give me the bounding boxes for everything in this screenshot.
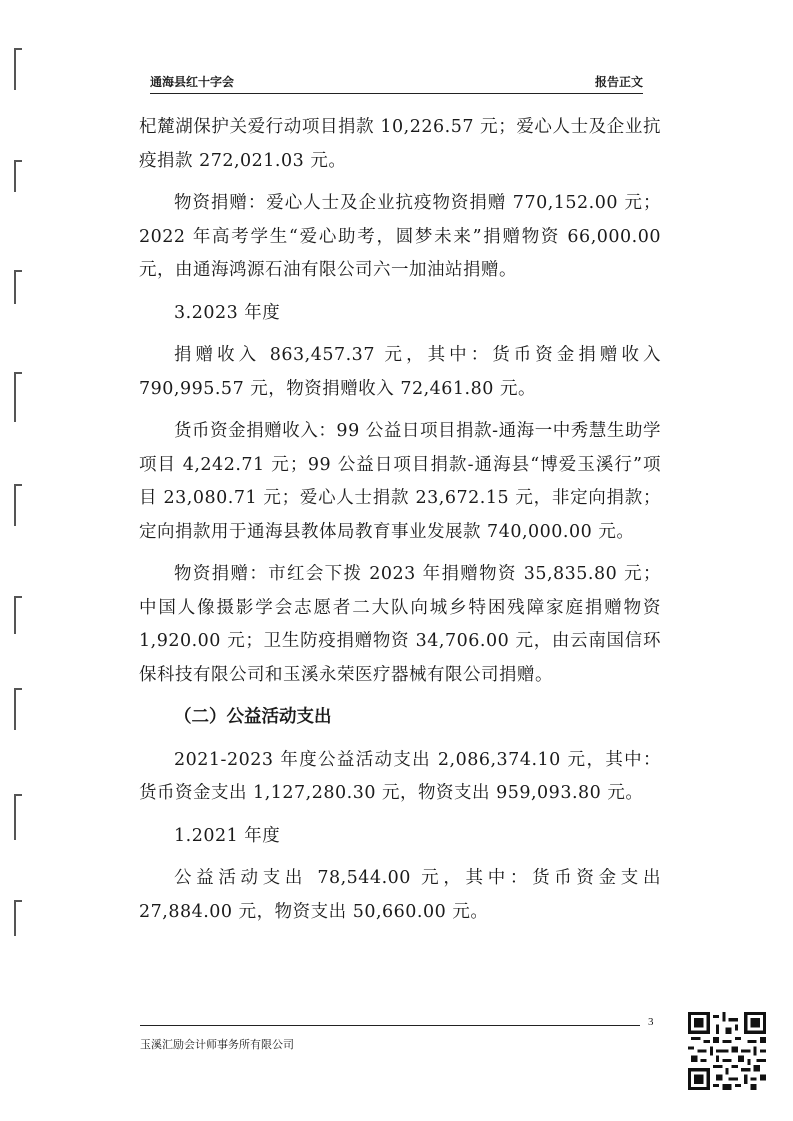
page-number: 3 [648, 1016, 654, 1028]
binding-mark [14, 48, 22, 90]
header-rule [150, 93, 643, 94]
paragraph: 捐赠收入 863,457.37 元，其中：货币资金捐赠收入 790,995.57 元，物资捐赠收入 72,461.80 元。 [139, 345, 661, 399]
subheading-2021: 1.2021 年度 [174, 825, 281, 846]
binding-mark [14, 270, 22, 304]
paragraph: 2021-2023 年度公益活动支出 2,086,374.10 元，其中：货币资金支出 1,127,280.30 元，物资支出 959,093.80 元。 [139, 749, 661, 803]
header-section: 报告正文 [594, 75, 643, 89]
footer-rule [140, 1025, 640, 1026]
binding-mark [14, 372, 22, 422]
footer-firm-name: 玉溪汇励会计师事务所有限公司 [140, 1038, 294, 1051]
paragraph: 物资捐赠：市红会下拨 2023 年捐赠物资 35,835.80 元；中国人像摄影学会志愿者二大队向城乡特困残障家庭捐赠物资 1,920.00 元；卫生防疫捐赠物资 34,706.00 元，由云南国信环保科技有限公司和玉溪永荣医疗器械有限公司捐赠。 [139, 564, 661, 685]
paragraph: 货币资金捐赠收入：99 公益日项目捐款-通海一中秀慧生助学项目 4,242.71 元；99 公益日项目捐款-通海县“博爱玉溪行”项目 23,080.71 元；爱心人士捐款 23,672.15 元，非定向捐款；定向捐款用于通海县教体局教育事业发展款 740,000.00 元。 [139, 421, 661, 542]
page-header [150, 70, 643, 94]
binding-mark [14, 160, 22, 192]
paragraph: 公益活动支出 78,544.00 元，其中：货币资金支出 27,884.00 元，物资支出 50,660.00 元。 [139, 868, 661, 922]
paragraph-continued: 杞麓湖保护关爱行动项目捐款 10,226.57 元；爱心人士及企业抗疫捐款 272,021.03 元。 [139, 117, 661, 171]
document-body [139, 111, 661, 938]
binding-mark [14, 484, 22, 526]
binding-mark [14, 688, 22, 730]
subheading-2023: 3.2023 年度 [174, 302, 281, 323]
header-organization: 通海县红十字会 [150, 75, 235, 89]
binding-mark [14, 794, 22, 840]
qr-code-icon [688, 1012, 766, 1090]
paragraph: 物资捐赠：爱心人士及企业抗疫物资捐赠 770,152.00 元；2022 年高考学生“爱心助考，圆梦未来”捐赠物资 66,000.00 元，由通海鸿源石油有限公司六一加油站捐赠。 [139, 193, 661, 280]
section-heading: （二）公益活动支出 [174, 707, 332, 727]
binding-mark [14, 596, 22, 634]
binding-mark [14, 900, 22, 936]
